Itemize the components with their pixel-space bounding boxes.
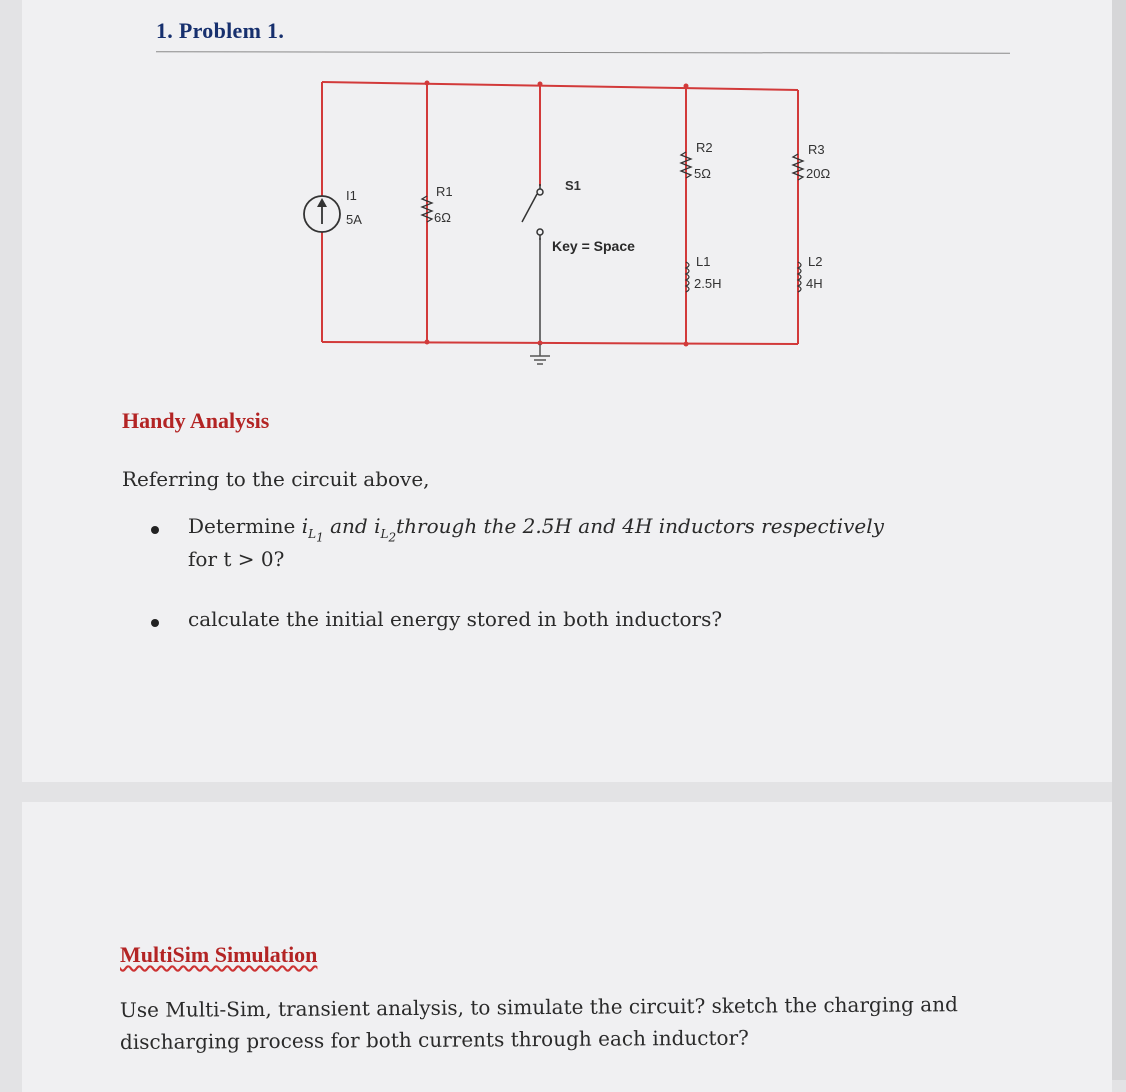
handy-analysis-title: Handy Analysis bbox=[122, 408, 270, 433]
r3-name: R3 bbox=[808, 142, 825, 157]
circuit-wires bbox=[322, 82, 798, 344]
handy-intro: Referring to the circuit above, bbox=[122, 467, 430, 491]
multisim-line2: discharging process for both currents through each inductor? bbox=[119, 1025, 749, 1054]
junction-dots bbox=[425, 81, 689, 347]
bullet1-prefix: Determine bbox=[188, 514, 302, 538]
r1-name: R1 bbox=[436, 184, 453, 199]
bullet1-line2: for t > 0? bbox=[188, 547, 285, 571]
multisim-line1: Use Multi-Sim, transient analysis, to simulate the circuit? sketch the charging and bbox=[119, 992, 958, 1022]
source-name: I1 bbox=[346, 188, 357, 203]
l2-value: 4H bbox=[806, 276, 823, 291]
math-var-1: i bbox=[301, 514, 309, 538]
bullet1-suffix: through the 2.5H and 4H inductors respectively bbox=[396, 514, 884, 538]
math-subsub-2: 2 bbox=[388, 530, 397, 545]
r2-value: 5Ω bbox=[694, 166, 711, 181]
l1-value: 2.5H bbox=[694, 276, 722, 291]
math-and: and bbox=[323, 514, 375, 538]
r2-name: R2 bbox=[696, 140, 713, 155]
r3-value: 20Ω bbox=[806, 166, 831, 181]
l1-name: L1 bbox=[696, 254, 711, 269]
math-subsub-1: 1 bbox=[316, 530, 324, 545]
multisim-title bbox=[120, 942, 317, 968]
math-var-2: i bbox=[374, 514, 381, 538]
switch-key: Key = Space bbox=[552, 238, 635, 254]
ground-icon bbox=[530, 344, 550, 364]
math-sub-2: L bbox=[380, 527, 389, 541]
circuit-diagram bbox=[0, 0, 1126, 380]
r1-value: 6Ω bbox=[434, 210, 451, 225]
l2-name: L2 bbox=[808, 254, 823, 269]
bullet-dot bbox=[151, 526, 159, 534]
bullet-energy: calculate the initial energy stored in both inductors? bbox=[188, 607, 723, 631]
current-source-icon bbox=[304, 196, 340, 232]
switch-icon bbox=[522, 184, 543, 240]
source-value: 5A bbox=[346, 212, 362, 227]
multisim-title-text: MultiSim Simulation bbox=[120, 942, 318, 967]
switch-name: S1 bbox=[565, 178, 581, 193]
bullet-dot bbox=[151, 619, 159, 627]
math-sub-1: L bbox=[308, 527, 317, 541]
bullet-determine bbox=[188, 514, 884, 544]
problem-heading: 1. Problem 1. bbox=[156, 18, 285, 43]
